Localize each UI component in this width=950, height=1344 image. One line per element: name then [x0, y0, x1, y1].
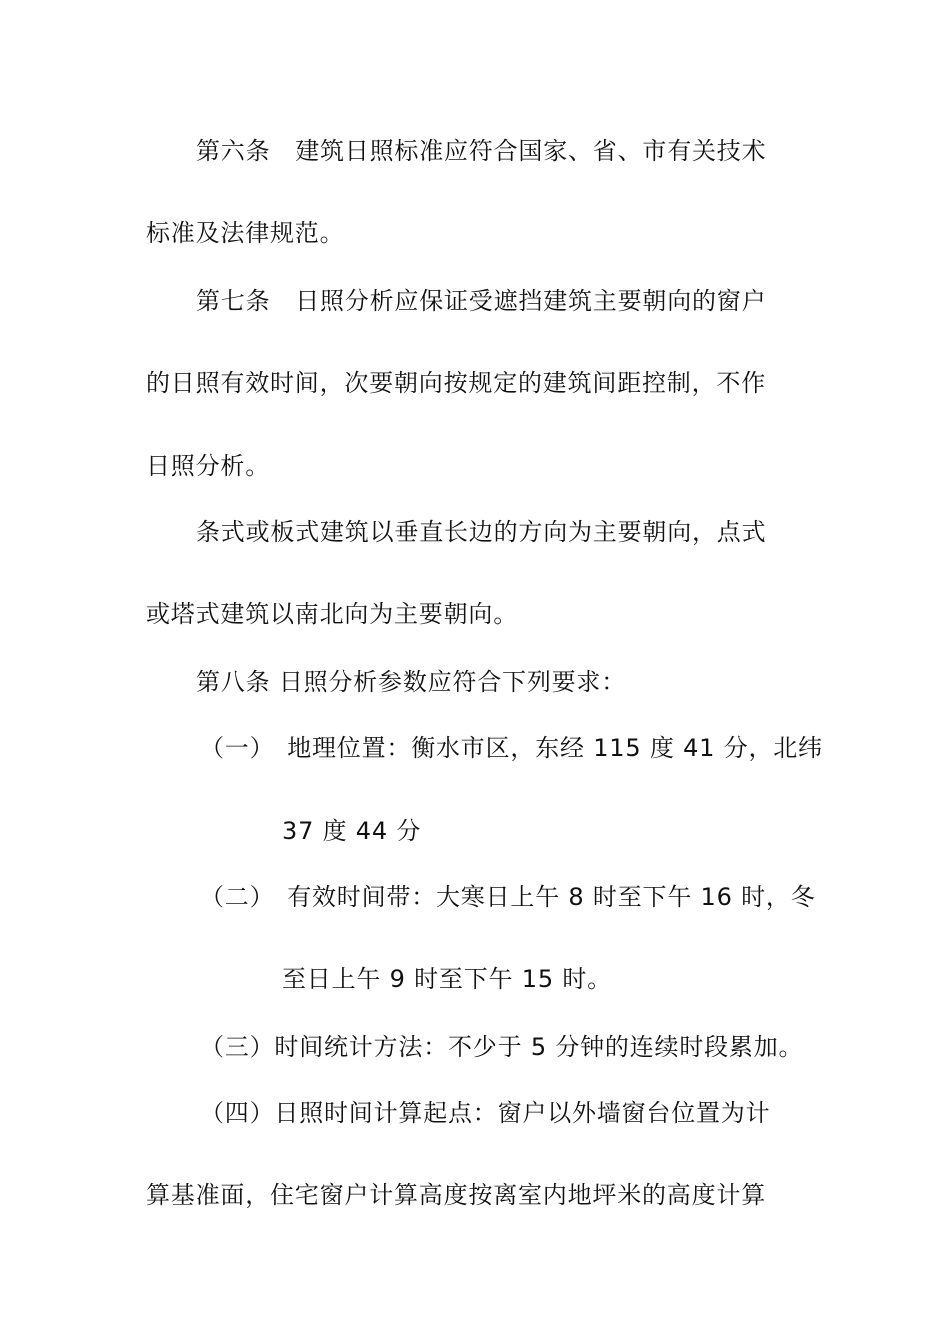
orientation-paragraph-line-1: 条式或板式建筑以垂直长边的方向为主要朝向，点式 [196, 518, 767, 546]
item-2-line-2: 至日上午 9 时至下午 15 时。 [282, 965, 612, 993]
orientation-paragraph-line-2: 或塔式建筑以南北向为主要朝向。 [146, 600, 518, 628]
item-4-line-1: （四）日照时间计算起点：窗户以外墙窗台位置为计 [200, 1099, 771, 1127]
article-7-line-3: 日照分析。 [146, 452, 270, 480]
item-3-line: （三）时间统计方法：不少于 5 分钟的连续时段累加。 [200, 1033, 804, 1061]
article-6-line-1: 第六条 建筑日照标准应符合国家、省、市有关技术 [196, 137, 767, 165]
article-7-line-2: 的日照有效时间，次要朝向按规定的建筑间距控制，不作 [146, 369, 766, 397]
item-2-line-1: （二） 有效时间带：大寒日上午 8 时至下午 16 时，冬 [200, 883, 816, 911]
article-7-line-1: 第七条 日照分析应保证受遮挡建筑主要朝向的窗户 [196, 287, 767, 315]
item-1-line-1: （一） 地理位置：衡水市区，东经 115 度 41 分，北纬 [200, 734, 823, 762]
article-8-heading: 第八条 日照分析参数应符合下列要求： [196, 668, 627, 696]
item-4-line-2: 算基准面，住宅窗户计算高度按离室内地坪米的高度计算 [146, 1181, 766, 1209]
article-6-line-2: 标准及法律规范。 [146, 219, 345, 247]
item-1-line-2: 37 度 44 分 [282, 817, 422, 845]
